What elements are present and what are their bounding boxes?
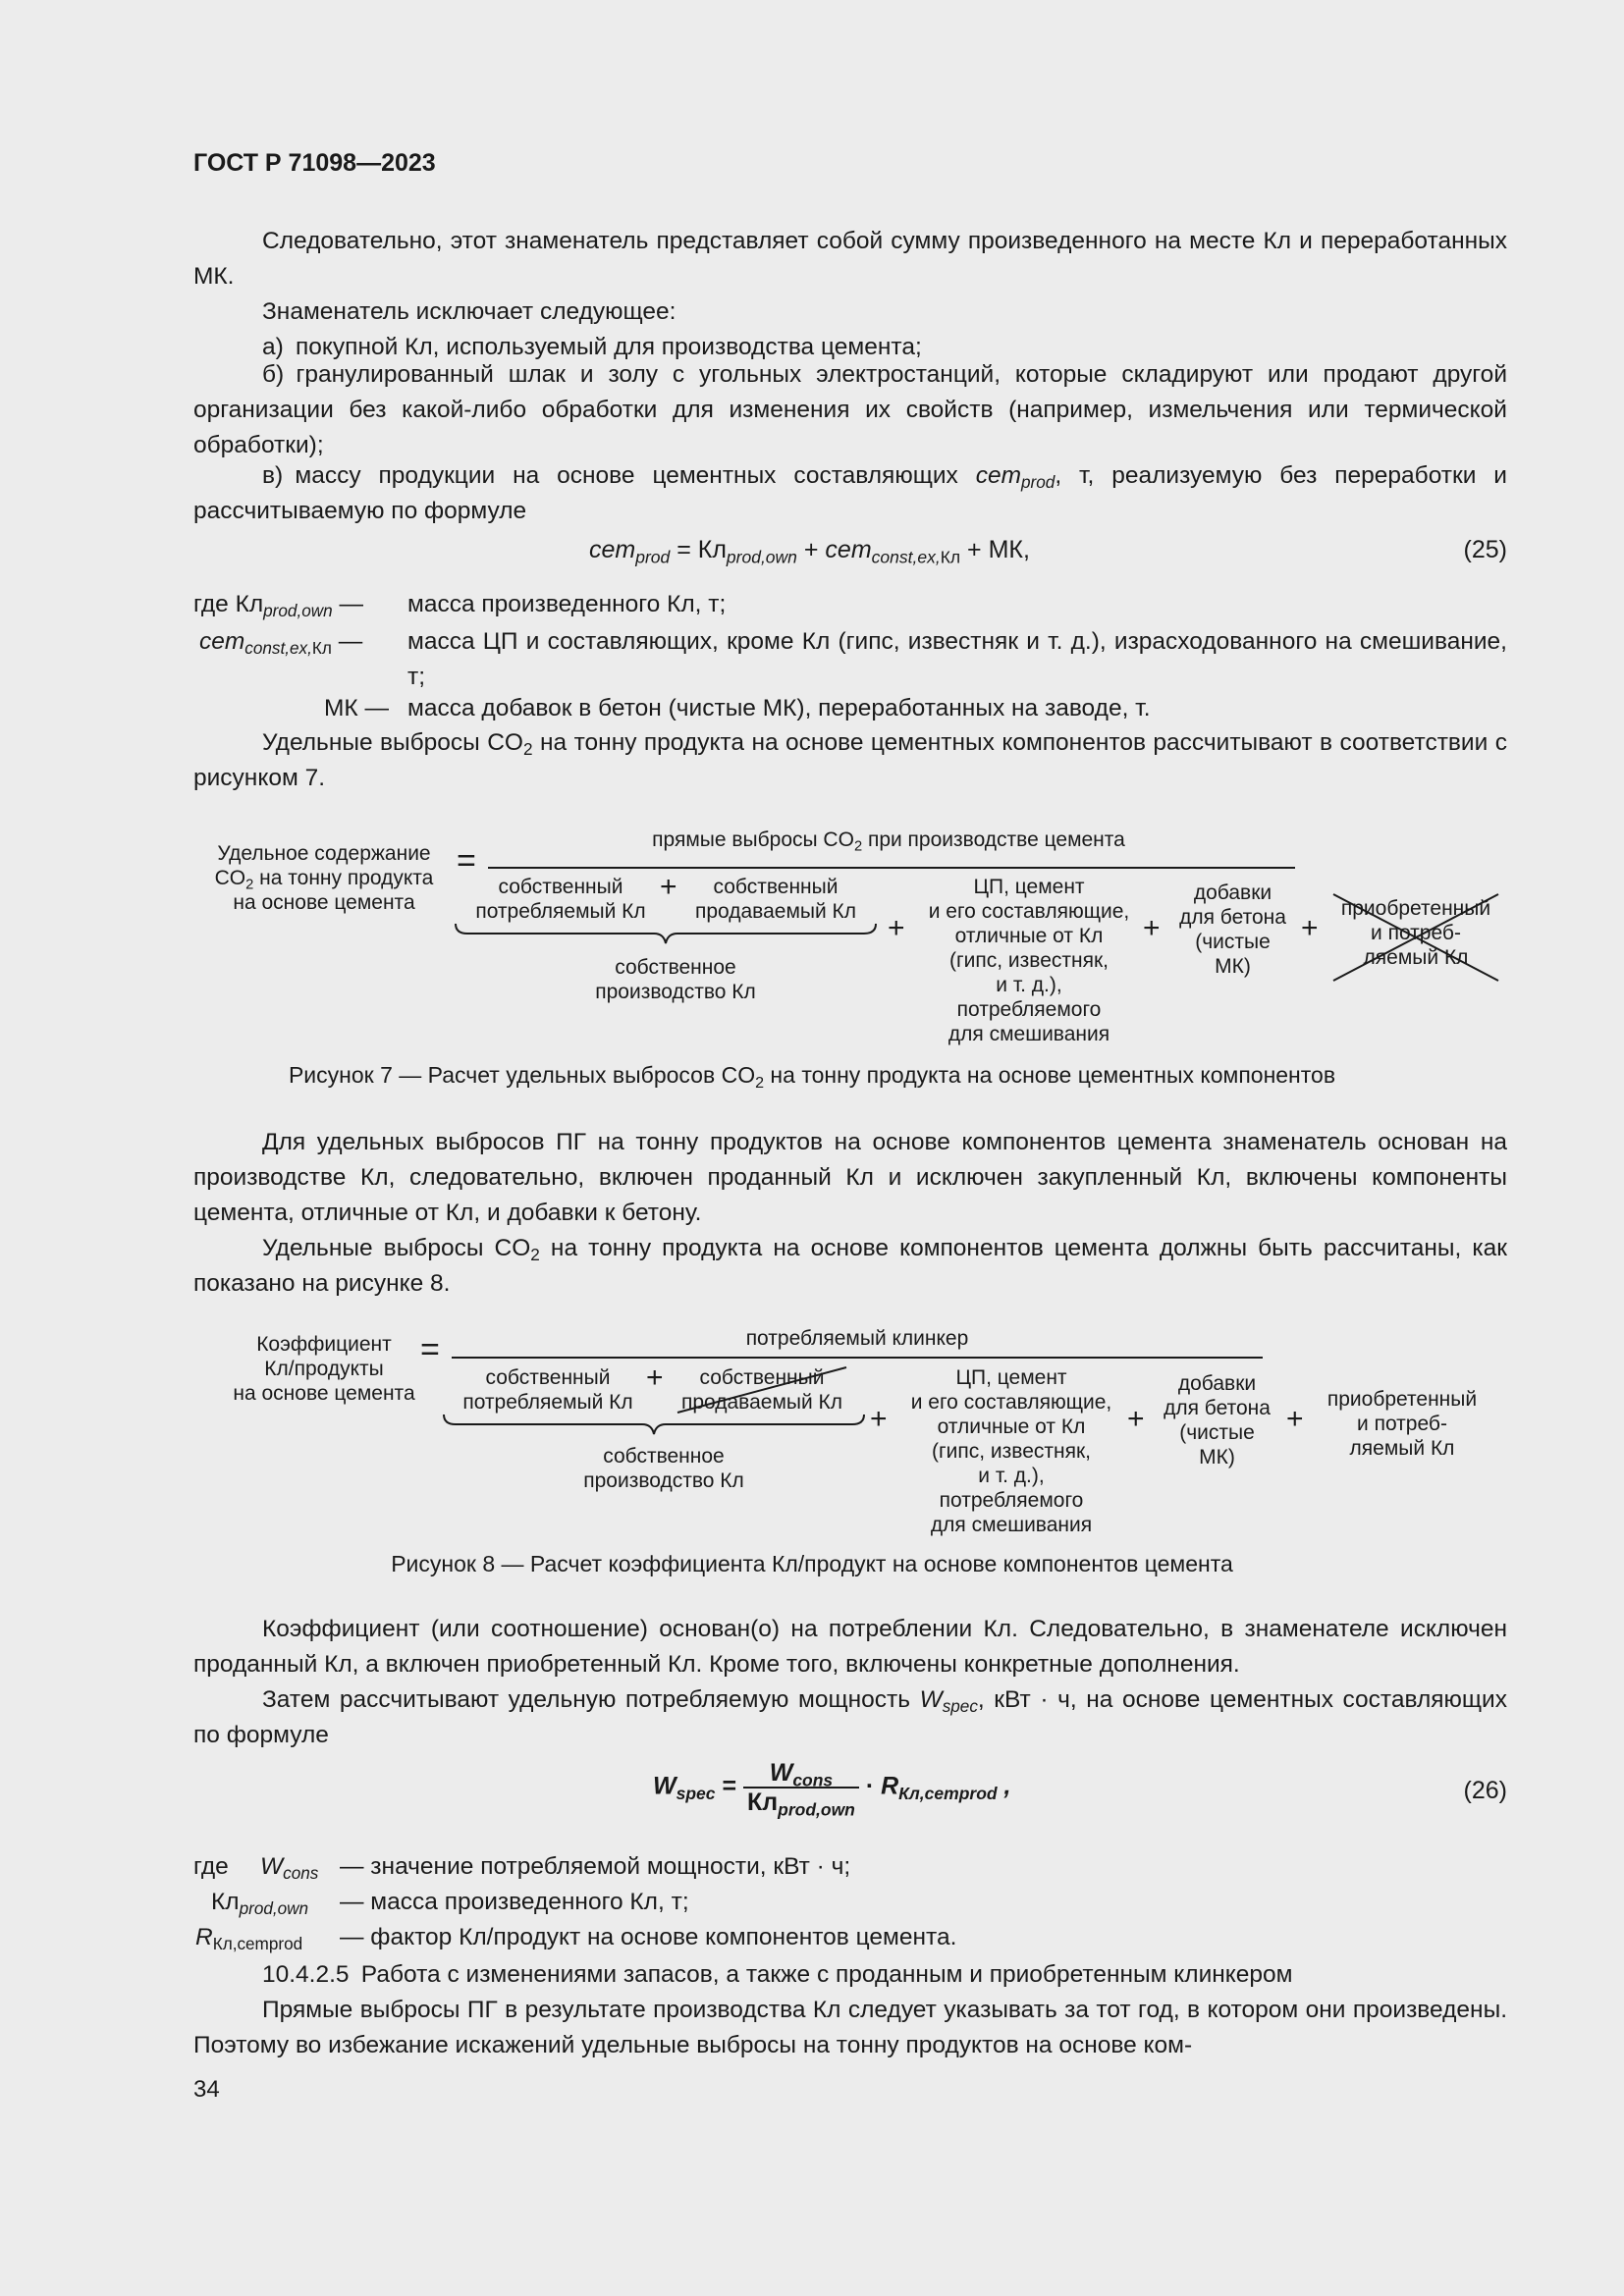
fig7-plus-4: +	[1301, 912, 1319, 944]
fig8-plus-2: +	[870, 1403, 888, 1435]
def-mk-term: МК —	[324, 695, 389, 721]
def-cem-const-desc: масса ЦП и составляющих, кроме Кл (гипс, известняк и т. д.), израсходованного на смешивание, т;	[407, 628, 1507, 690]
figure-7-caption: Рисунок 7 — Расчет удельных выбросов $CO_2$ на тонну продукта на основе цементных компонентов	[288, 1062, 1336, 1092]
fig8-own-consumed: собственный потребляемый Кл	[462, 1366, 633, 1414]
paragraph-denominator-sum: Следовательно, этот знаменатель представляет собой сумму произведенного на месте Кл и переработанных МК.	[193, 228, 1507, 290]
fig7-plus-2: +	[888, 912, 905, 944]
def-r-term: $R_{Кл,cemprod}$	[195, 1924, 303, 1954]
paragraph-co2-figure8: Удельные выбросы $CO_2$ на тонну продукта на основе компонентов цемента должны быть рассчитаны, как показано на рисунке 8.	[193, 1235, 1507, 1297]
fig8-own-sold: собственный продаваемый Кл	[680, 1366, 843, 1414]
fig8-brace	[442, 1413, 866, 1442]
fig7-left-label: Удельное содержание $CO_2$ на тонну продукта на основе цемента	[214, 842, 434, 914]
def-kl-prod-own-2-desc: — масса произведенного Кл, т;	[340, 1889, 689, 1915]
figure-7	[0, 820, 1624, 1050]
fig8-fraction-bar	[452, 1357, 1263, 1359]
def-kl-prod-own-2-term: $Кл_{prod,own}$	[211, 1889, 309, 1919]
list-item-b: б) гранулированный шлак и золу с угольных электростанций, которые складируют или продают другой организации без какой-либо обработки для изменения их свойств (например, измельчения или термической обработки);	[193, 361, 1507, 458]
fig8-plus-1: +	[646, 1362, 664, 1394]
paragraph-direct-emissions: Прямые выбросы ПГ в результате производства Кл следует указывать за тот год, в котором они произведены. Поэтому во избежание искажений удельные выбросы на тонну продуктов на основе ком-	[193, 1997, 1507, 2058]
paragraph-ghg-denominator: Для удельных выбросов ПГ на тонну продуктов на основе компонентов цемента знаменатель основан на производстве Кл, следовательно, включен проданный Кл и исключен закупленный Кл, включены компоненты цемента, отличные от Кл, и добавки к бетону.	[193, 1129, 1507, 1226]
fig7-purchased-cross-out	[1331, 888, 1500, 987]
fig8-own-sold-cross-out	[672, 1363, 852, 1416]
fig7-brace	[454, 922, 878, 951]
formula-25-number: (25)	[1463, 536, 1507, 563]
fig7-own-consumed: собственный потребляемый Кл	[475, 876, 646, 923]
fig7-own-production: собственное производство Кл	[595, 956, 756, 1003]
fig7-plus-1: +	[660, 871, 677, 903]
def-mk-desc: масса добавок в бетон (чистые МК), переработанных на заводе, т.	[407, 695, 1151, 721]
fig7-concrete-additives: добавки для бетона (чистые МК)	[1179, 881, 1286, 978]
def-cem-const-term: cem$_{const,ex,Кл}$ —	[199, 628, 363, 659]
paragraph-specific-emissions: Удельные выбросы $CO_2$ на тонну продукта на основе цементных компонентов рассчитывают в соответствии с рисунком 7.	[193, 729, 1507, 791]
formula-26: $W_{spec}$ = $W_{cons}$ $Кл_{prod,own}$ · $R_{Кл,cemprod}$ ,	[653, 1759, 1011, 1820]
def-w-cons-desc: — значение потребляемой мощности, кВт · ч;	[340, 1853, 851, 1880]
fig8-concrete-additives: добавки для бетона (чистые МК)	[1164, 1372, 1271, 1468]
paragraph-ratio: Коэффициент (или соотношение) основан(о) на потреблении Кл. Следовательно, в знаменателе исключен проданный Кл, а включен приобретенный Кл. Кроме того, включены конкретные дополнения.	[193, 1616, 1507, 1678]
formula-25: $cem_{prod} = Кл_{prod,own} + cem_{const,ex,Кл}$ + МК,	[589, 536, 1030, 567]
def-kl-prod-own-term: где $Кл_{prod,own}$ —	[193, 591, 363, 621]
fig7-fraction-bar	[488, 867, 1295, 869]
fig7-own-sold: собственный продаваемый Кл	[694, 876, 857, 923]
def-r-desc: — фактор Кл/продукт на основе компонентов цемента.	[340, 1924, 957, 1950]
list-item-a: а) покупной Кл, используемый для производства цемента;	[262, 334, 922, 360]
document-header: ГОСТ Р 71098—2023	[193, 149, 436, 177]
formula-26-definitions	[0, 1849, 1624, 1957]
fig8-equals: =	[420, 1331, 440, 1368]
fig7-numerator: прямые выбросы $CO_2$ при производстве цемента	[652, 828, 1125, 855]
fig8-purchased-clinker: приобретенный и потреб- ляемый Кл	[1326, 1388, 1478, 1460]
fig7-purchased-clinker: приобретенный и потреб- ляемый Кл	[1340, 897, 1491, 969]
fig8-numerator: потребляемый клинкер	[745, 1327, 969, 1350]
fig8-own-production: собственное производство Кл	[583, 1445, 744, 1492]
fig8-cement-components: ЦП, цемент и его составляющие, отличные от Кл (гипс, известняк, и т. д.), потребляемого для смешивания	[910, 1366, 1112, 1536]
fig8-left-label: Коэффициент Кл/продукты на основе цемента	[233, 1333, 415, 1405]
def-where-label: где	[193, 1853, 229, 1880]
fig8-plus-4: +	[1286, 1403, 1304, 1435]
page-number: 34	[193, 2076, 220, 2103]
formula-26-number: (26)	[1463, 1777, 1507, 1804]
def-kl-prod-own-desc: масса произведенного Кл, т;	[407, 591, 727, 617]
formula-25-definitions	[0, 587, 1624, 724]
list-item-c: в) массу продукции на основе цементных составляющих cem$_{prod}$, т, реализуемую без переработки и рассчитываемую по формуле	[193, 462, 1507, 524]
def-w-cons-term: $W_{cons}$	[260, 1853, 319, 1884]
fig7-cement-components: ЦП, цемент и его составляющие, отличные от Кл (гипс, известняк, и т. д.), потребляемого для смешивания	[928, 876, 1130, 1045]
paragraph-denominator-excludes: Знаменатель исключает следующее:	[262, 298, 677, 325]
fig8-plus-3: +	[1127, 1403, 1145, 1435]
paragraph-specific-power: Затем рассчитывают удельную потребляемую мощность $W_{spec}$, кВт · ч, на основе цементных составляющих по формуле	[193, 1686, 1507, 1748]
figure-8-caption: Рисунок 8 — Расчет коэффициента Кл/продукт на основе компонентов цемента	[391, 1551, 1233, 1576]
fig7-equals: =	[457, 842, 476, 880]
figure-8	[0, 1320, 1624, 1536]
fig7-plus-3: +	[1143, 912, 1161, 944]
section-heading-10-4-2-5: 10.4.2.5 Работа с изменениями запасов, а также с проданным и приобретенным клинкером	[262, 1961, 1293, 1988]
